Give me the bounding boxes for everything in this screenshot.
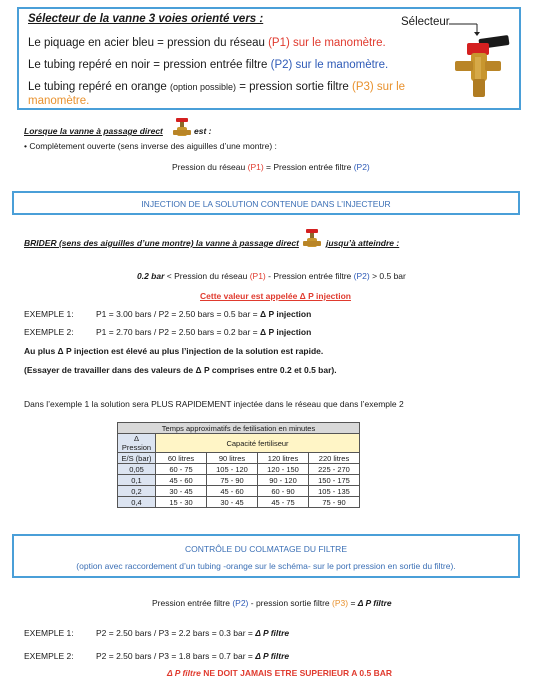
- filter-example-2-label: EXEMPLE 2:: [24, 651, 74, 661]
- table-cell: 0,1: [118, 475, 156, 486]
- injection-box: [12, 191, 520, 215]
- capacity-col-header: 90 litres: [207, 453, 258, 464]
- injection-note-2: (Essayer de travailler dans des valeurs de Δ P comprises entre 0.2 et 0.5 bar).: [24, 365, 337, 375]
- selector-box: [17, 7, 521, 110]
- table-cell: 30 - 45: [207, 497, 258, 508]
- table-cell: 105 - 135: [309, 486, 360, 497]
- table-cell: 105 - 120: [207, 464, 258, 475]
- delta-pressure-header: Δ Pression: [118, 434, 156, 453]
- open-equation: Pression du réseau (P1) = Pression entrée filtre (P2): [172, 162, 370, 172]
- delta-pressure-unit-header: E/S (bar): [118, 453, 156, 464]
- table-cell: 45 - 75: [258, 497, 309, 508]
- fertilisation-time-table: [117, 422, 360, 508]
- injection-formula: 0.2 bar < Pression du réseau (P1) - Pression entrée filtre (P2) > 0.5 bar: [137, 271, 406, 281]
- injection-example-1-label: EXEMPLE 1:: [24, 309, 74, 319]
- capacity-col-header: 60 litres: [156, 453, 207, 464]
- clogging-box-subtitle: (option avec raccordement d’un tubing -orange sur le schéma- sur le port pression en sortie du filtre).: [76, 561, 456, 571]
- brider-instruction-end: jusqu’à atteindre :: [326, 238, 400, 248]
- direct-valve-icon: [172, 116, 192, 140]
- table-cell: 60 - 75: [156, 464, 207, 475]
- filter-example-2: P2 = 2.50 bars / P3 = 1.8 bars = 0.7 bar = Δ P filtre: [96, 651, 290, 661]
- table-cell: 120 - 150: [258, 464, 309, 475]
- table-cell: 45 - 60: [207, 486, 258, 497]
- table-cell: 0,4: [118, 497, 156, 508]
- selector-title: Sélecteur de la vanne 3 voies orienté vers :: [28, 13, 264, 25]
- table-row: [118, 475, 360, 486]
- table-cell: 0,05: [118, 464, 156, 475]
- injection-note-1: Au plus Δ P injection est élevé au plus l’injection de la solution est rapide.: [24, 346, 324, 356]
- fully-open-bullet: • Complètement ouverte (sens inverse des aiguilles d’une montre) :: [24, 141, 277, 151]
- filter-example-1: P2 = 2.50 bars / P3 = 2.2 bars = 0.3 bar = Δ P filtre: [96, 628, 290, 638]
- table-cell: 15 - 30: [156, 497, 207, 508]
- table-cell: 90 - 120: [258, 475, 309, 486]
- filter-warning: Δ P filtre NE DOIT JAMAIS ETRE SUPERIEUR A 0.5 BAR: [167, 668, 393, 678]
- line-black-tubing: Le tubing repéré en noir = pression entrée filtre (P2) sur le manomètre.: [28, 59, 389, 71]
- capacity-header: Capacité fertiliseur: [156, 434, 360, 453]
- clogging-box-title: CONTRÔLE DU COLMATAGE DU FILTRE: [185, 544, 347, 554]
- injection-example-1: P1 = 3.00 bars / P2 = 2.50 bars = 0.5 bar = Δ P injection: [96, 309, 312, 319]
- line-blue-pipe: Le piquage en acier bleu = pression du réseau (P1) sur le manomètre.: [28, 37, 386, 49]
- table-cell: 45 - 60: [156, 475, 207, 486]
- table-row: [118, 464, 360, 475]
- example-comparison-note: Dans l’exemple 1 la solution sera PLUS RAPIDEMENT injectée dans le réseau que dans l’exemple 2: [24, 399, 404, 409]
- table-cell: 75 - 90: [207, 475, 258, 486]
- table-cell: 60 - 90: [258, 486, 309, 497]
- table-cell: 30 - 45: [156, 486, 207, 497]
- table-cell: 0,2: [118, 486, 156, 497]
- delta-p-injection-definition: Cette valeur est appelée Δ P injection: [200, 291, 351, 301]
- injection-box-title: INJECTION DE LA SOLUTION CONTENUE DANS L’INJECTEUR: [141, 199, 391, 209]
- three-way-valve-image: [449, 27, 513, 107]
- selector-label: Sélecteur: [401, 16, 450, 28]
- table-row: [118, 497, 360, 508]
- filter-formula: Pression entrée filtre (P2) - pression sortie filtre (P3) = Δ P filtre: [152, 598, 392, 608]
- direct-valve-title: Lorsque la vanne à passage direct: [24, 126, 163, 136]
- line-orange-tubing: Le tubing repéré en orange (option possible) = pression sortie filtre (P3) sur le: [28, 81, 406, 93]
- table-row: [118, 486, 360, 497]
- direct-valve-icon: [302, 227, 322, 251]
- table-cell: 225 - 270: [309, 464, 360, 475]
- injection-example-2: P1 = 2.70 bars / P2 = 2.50 bars = 0.2 bar = Δ P injection: [96, 327, 312, 337]
- table-title: Temps approximatifs de fetilisation en minutes: [118, 423, 360, 434]
- capacity-col-header: 120 litres: [258, 453, 309, 464]
- table-cell: 150 - 175: [309, 475, 360, 486]
- filter-example-1-label: EXEMPLE 1:: [24, 628, 74, 638]
- capacity-col-header: 220 litres: [309, 453, 360, 464]
- table-cell: 75 - 90: [309, 497, 360, 508]
- line-orange-tubing-cont: manomètre.: [28, 95, 90, 107]
- clogging-box: [12, 534, 520, 578]
- direct-valve-title-end: est :: [194, 126, 212, 136]
- brider-instruction: BRIDER (sens des aiguilles d’une montre) la vanne à passage direct: [24, 238, 299, 248]
- injection-example-2-label: EXEMPLE 2:: [24, 327, 74, 337]
